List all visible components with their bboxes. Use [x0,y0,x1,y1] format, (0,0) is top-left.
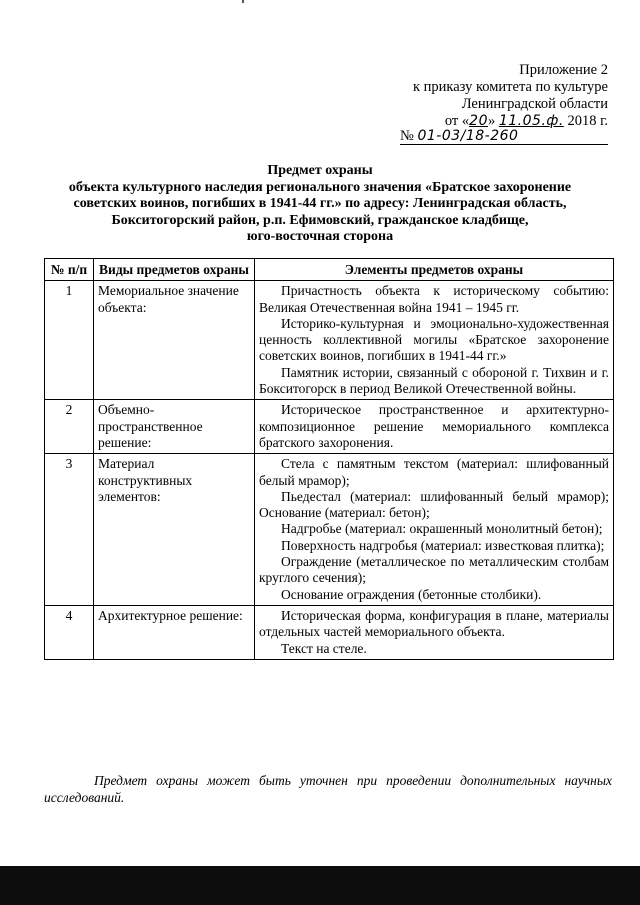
header-num: № п/п [45,259,94,281]
row-type: Архитектурное решение: [94,605,255,659]
header-type: Виды предметов охраны [94,259,255,281]
table-row [45,605,614,659]
table-body [45,281,614,660]
appendix-region: Ленинградской области [461,96,608,112]
date-month-handwritten: 11.05.ф. [498,113,564,129]
appendix-number: № 01-03/18-260 [400,128,608,145]
row-elements [255,605,614,659]
appendix-order-ref: к приказу комитета по культуре [412,79,608,95]
element-item: Историко-культурная и эмоционально-художественная ценность коллективной могилы «Братское захоронение советских воинов, погибших в 1941-44 гг.» [259,315,609,364]
element-item: Поверхность надгробья (материал: известковая плитка); [281,537,605,553]
element-item: Историческое пространственное и архитектурно-композиционное решение мемориального комплекса братского захоронения. [259,402,609,450]
protection-table [44,258,614,660]
footnote: Предмет охраны может быть уточнен при проведении дополнительных научных исследований. [44,773,612,805]
row-type: Материал конструктивных элементов: [94,454,255,606]
row-elements [255,454,614,606]
row-type: Мемориальное значение объекта: [94,281,255,400]
element-item: Стела с памятным текстом (материал: шлифованный белый мрамор); [259,456,609,488]
appendix-title: Приложение 2 [519,62,608,78]
row-number: 2 [45,400,94,454]
element-item: Причастность объекта к историческому событию: Великая Отечественная война 1941 – 1945 гг. [259,283,609,315]
element-item: Текст на стеле. [281,640,367,656]
row-number: 4 [45,605,94,659]
date-day-handwritten: 20 [469,113,488,129]
table-row [45,281,614,400]
table-row [45,454,614,606]
row-elements [255,400,614,454]
scan-mark [242,0,244,3]
element-item: Памятник истории, связанный с обороной г. Тихвин и г. Бокситогорск в период Великой Отечественной войны. [259,364,609,397]
appendix-block [380,62,608,130]
row-elements [255,281,614,400]
element-item: Ограждение (металлическое по металлическим столбам круглого сечения); [259,554,609,586]
row-number: 1 [45,281,94,400]
element-item: Пьедестал (материал: шлифованный белый мрамор); Основание (материал: бетон); [259,488,609,521]
element-item: Надгробье (материал: окрашенный монолитный бетон); [281,521,603,537]
document-title: Предмет охраны объекта культурного наследия регионального значения «Братское захоронение советских воинов, погибших в 1941-44 гг.» по адресу: Ленинградская область, Бокситогорский район, р.п. Ефимовский, гражданское кладбище, юго-восточная сторона [68,163,572,244]
table-header-row [45,259,614,281]
appendix-date: от «20» 11.05.ф. 2018 г. [444,113,608,129]
element-item: Историческая форма, конфигурация в плане, материалы отдельных частей мемориального объекта. [259,607,609,640]
table-row [45,400,614,454]
number-handwritten: 01-03/18-260 [417,128,519,144]
row-number: 3 [45,454,94,606]
row-type: Объемно-пространственное решение: [94,400,255,454]
header-elements: Элементы предметов охраны [255,259,614,281]
scan-bottom-border [0,866,640,905]
element-item: Основание ограждения (бетонные столбики). [281,586,542,602]
